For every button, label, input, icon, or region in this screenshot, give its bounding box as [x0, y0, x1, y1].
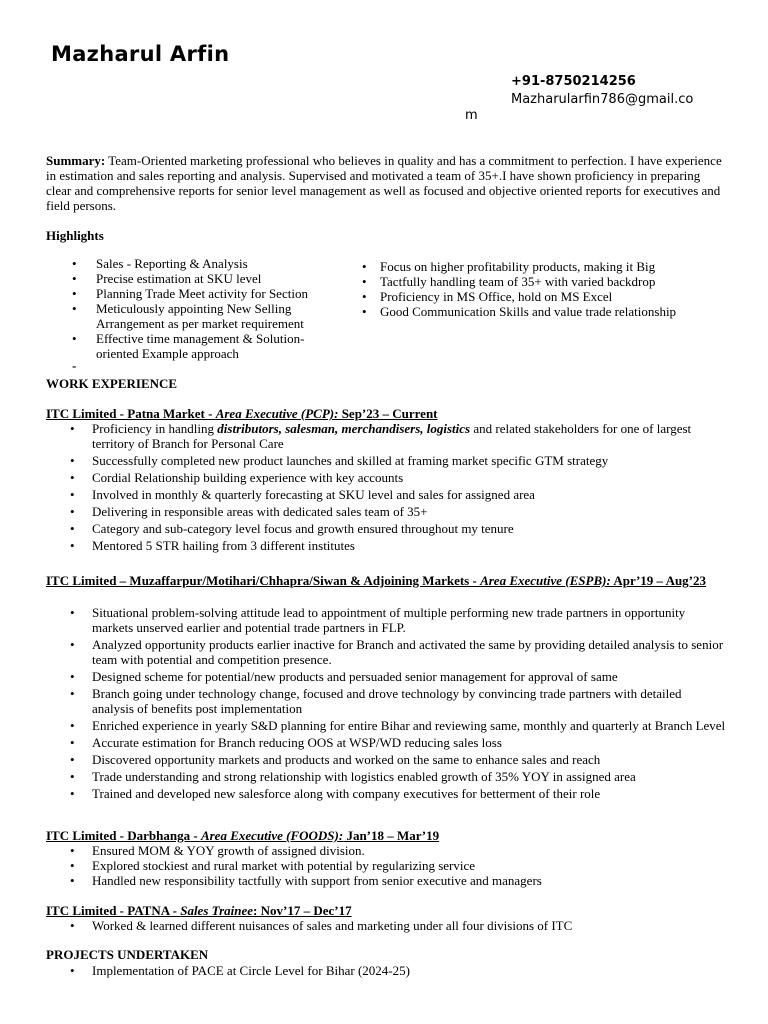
list-item: • Implementation of PACE at Circle Level for Bihar (2024-25) — [46, 963, 726, 978]
list-item: • Trained and developed new salesforce along with company executives for betterment of their role — [46, 786, 726, 801]
job-period: Apr’19 – Aug’23 — [610, 573, 707, 588]
job-period: Sep’23 – Current — [338, 406, 438, 421]
bullet-text: and related stakeholders for one of largest territory of Branch for Personal Care — [92, 421, 692, 451]
job-role: Area Executive (FOODS): — [200, 828, 344, 843]
list-item: • Situational problem-solving attitude lead to appointment of multiple performing new trade partners in opportunity markets unserved earlier and potential trade partners in FLP. — [46, 605, 726, 635]
job-org: ITC Limited - Darbhanga - — [46, 828, 201, 843]
list-item: • Proficiency in MS Office, hold on MS Excel — [354, 289, 694, 304]
highlights-right-list — [354, 259, 694, 319]
job-role: Area Executive (ESPB): — [480, 573, 611, 588]
job-bullets — [46, 843, 726, 888]
bullet-text: Proficiency in handling — [92, 421, 218, 436]
job-org: ITC Limited – Muzaffarpur/Motihari/Chhapra/Siwan & Adjoining Markets - — [46, 573, 481, 588]
projects-list — [46, 963, 726, 978]
list-item: • Explored stockiest and rural market with potential by regularizing service — [46, 858, 726, 873]
list-item: • Successfully completed new product launches and skilled at framing market specific GTM strategy — [46, 453, 726, 468]
job-title-line — [46, 828, 726, 843]
list-item: • Accurate estimation for Branch reducing OOS at WSP/WD reducing sales loss — [46, 735, 726, 750]
list-item: • Designed scheme for potential/new products and persuaded senior management for approval of same — [46, 669, 726, 684]
job-org: ITC Limited - PATNA - — [46, 903, 181, 918]
highlights-left-list — [46, 256, 346, 361]
summary-label: Summary: — [46, 153, 106, 168]
job-role: Area Executive (PCP): — [215, 406, 339, 421]
job-title-line — [46, 903, 726, 918]
list-item: • Delivering in responsible areas with dedicated sales team of 35+ — [46, 504, 726, 519]
job-period: : Nov’17 – Dec’17 — [253, 903, 352, 918]
phone-number: +91-8750214256 — [511, 74, 636, 89]
list-item: • Planning Trade Meet activity for Section — [46, 286, 346, 301]
job-period: Jan’18 – Mar’19 — [343, 828, 440, 843]
email-address-wrap: m — [465, 108, 478, 123]
work-experience-heading: WORK EXPERIENCE — [46, 376, 178, 391]
list-item: • Involved in monthly & quarterly forecasting at SKU level and sales for assigned area — [46, 487, 726, 502]
highlights-heading: Highlights — [46, 228, 104, 243]
list-item: • Trade understanding and strong relationship with logistics enabled growth of 35% YOY in assigned area — [46, 769, 726, 784]
job-title-line — [46, 573, 726, 588]
list-item — [46, 421, 726, 451]
job-bullets — [46, 421, 726, 555]
list-item: • Tactfully handling team of 35+ with varied backdrop — [354, 274, 694, 289]
list-item: • Mentored 5 STR hailing from 3 different institutes — [46, 538, 726, 553]
list-item: • Focus on higher profitability products, making it Big — [354, 259, 694, 274]
job-title-line — [46, 406, 726, 421]
list-item: • Sales - Reporting & Analysis — [46, 256, 346, 271]
summary-text: Team-Oriented marketing professional who believes in quality and has a commitment to perfection. I have experience in estimation and sales reporting and analysis. Supervised and motivated a team of 35+.I have shown proficiency in preparing clear and comprehensive reports for senior level management as well as focused and objective oriented reports for executives and field persons. — [46, 153, 722, 213]
summary-paragraph — [46, 153, 726, 213]
list-item: • Branch going under technology change, focused and drove technology by convincing trade partners with detailed analysis of benefits post implementation — [46, 686, 726, 716]
list-item: • Category and sub-category level focus and growth ensured throughout my tenure — [46, 521, 726, 536]
stray-dash: - — [72, 358, 77, 373]
job-org: ITC Limited - Patna Market - — [46, 406, 216, 421]
job-role: Sales Trainee — [180, 903, 254, 918]
list-item: • Ensured MOM & YOY growth of assigned division. — [46, 843, 726, 858]
email-address: Mazharularfin786@gmail.co — [511, 92, 694, 107]
list-item: • Effective time management & Solution-oriented Example approach — [46, 331, 346, 361]
job-bullets — [46, 605, 726, 803]
job-bullets — [46, 918, 726, 933]
bullet-bold-text: distributors, salesman, merchandisers, logistics — [217, 421, 471, 436]
list-item: • Meticulously appointing New Selling Arrangement as per market requirement — [46, 301, 346, 331]
list-item: • Enriched experience in yearly S&D planning for entire Bihar and reviewing same, monthly and quarterly at Branch Level — [46, 718, 726, 733]
list-item: • Cordial Relationship building experience with key accounts — [46, 470, 726, 485]
list-item: • Analyzed opportunity products earlier inactive for Branch and activated the same by providing detailed analysis to senior team with potential and competition presence. — [46, 637, 726, 667]
projects-heading: PROJECTS UNDERTAKEN — [46, 947, 209, 962]
list-item: • Discovered opportunity markets and products and worked on the same to enhance sales and reach — [46, 752, 726, 767]
candidate-name: Mazharul Arfin — [51, 42, 230, 66]
list-item: • Precise estimation at SKU level — [46, 271, 346, 286]
list-item: • Handled new responsibility tactfully with support from senior executive and managers — [46, 873, 726, 888]
list-item: • Good Communication Skills and value trade relationship — [354, 304, 694, 319]
list-item: • Worked & learned different nuisances of sales and marketing under all four divisions of ITC — [46, 918, 726, 933]
